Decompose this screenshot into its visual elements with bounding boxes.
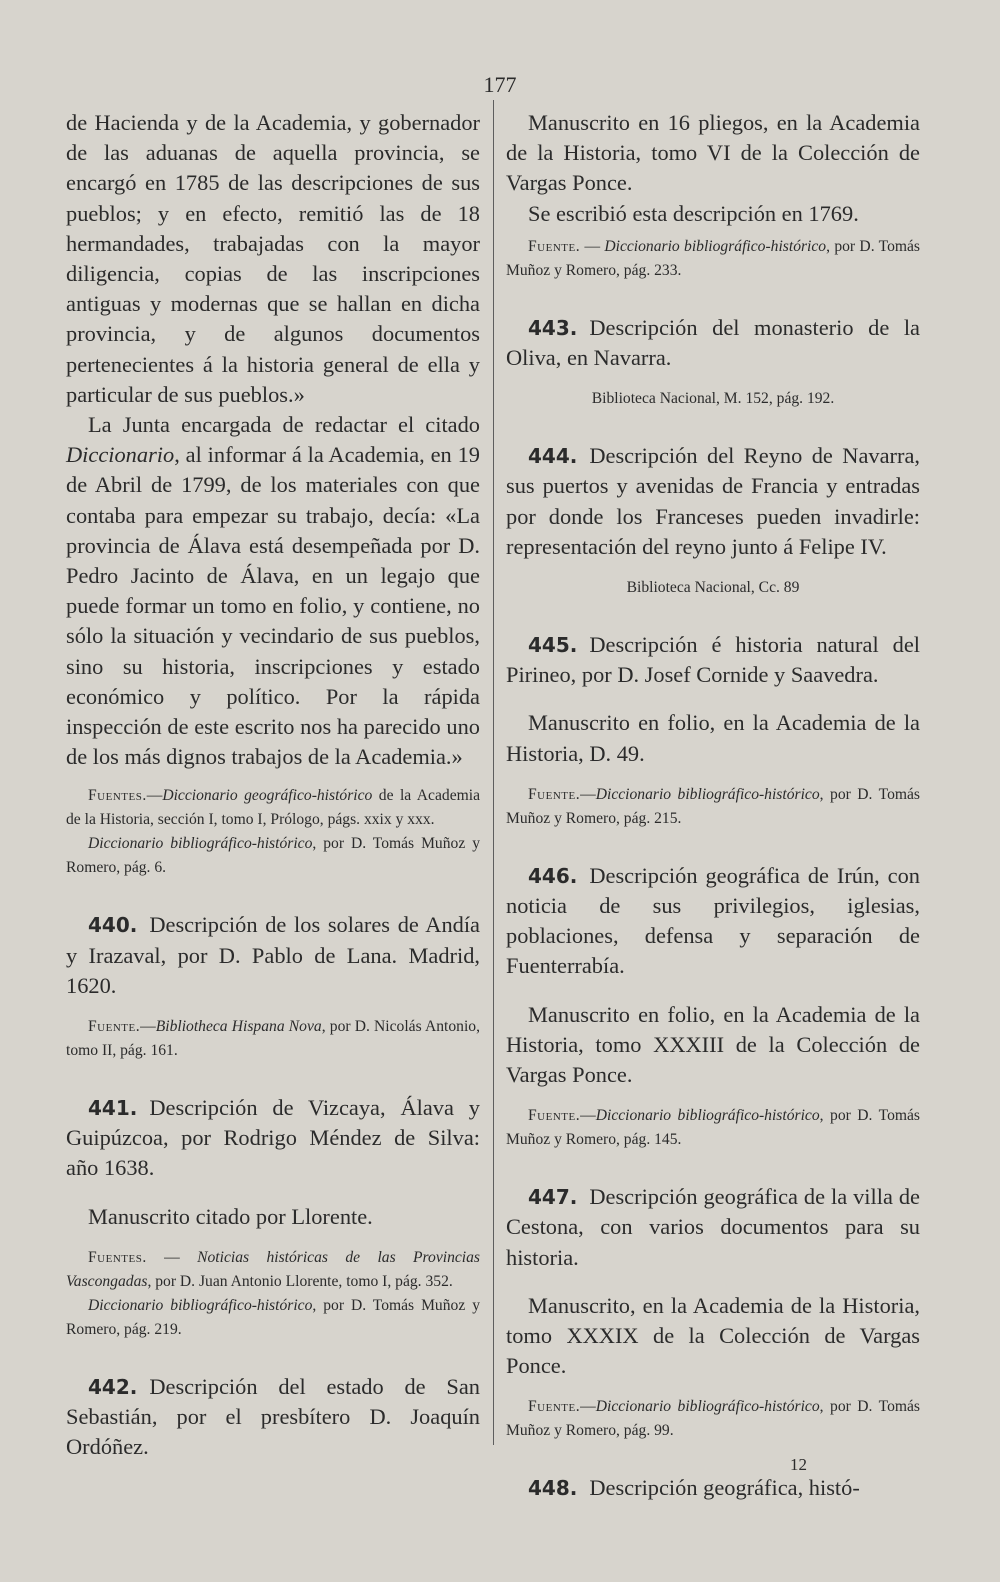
sources-rest-1: de la Academia de la Historia, sección I, tomo I, Prólogo, págs. xxix y xxx. xyxy=(66,787,480,829)
entry-446 xyxy=(506,861,920,1152)
source-label: Fuente. xyxy=(528,785,581,803)
signature-mark: 12 xyxy=(790,1455,807,1474)
source-rest: , por D. Tomás Muñoz y Romero, pág. 233. xyxy=(506,237,920,279)
paragraph-continued: de Hacienda y de la Academia, y gobernador de las aduanas de aquella provincia, se encargó en 1785 de las descripciones de sus pueblos; y en efecto, remitió las de 18 hermandades, trabajadas con la mayor diligencia, copias de las inscripciones antiguas y modernas que se hallan en dicha provincia, y de algunos documentos pertenecientes á la historia general de ella y particular de sus pueblos.» xyxy=(66,110,480,407)
entry-446-note: Manuscrito en folio, en la Academia de la Historia, tomo XXXIII de la Colección de Vargas Ponce. xyxy=(506,1001,920,1088)
sources-label: Fuentes. xyxy=(88,1248,147,1266)
entry-440-heading xyxy=(66,910,480,1001)
entry-441-note: Manuscrito citado por Llorente. xyxy=(88,1203,373,1229)
source-rest: , por D. Tomás Muñoz y Romero, pág. 215. xyxy=(506,785,920,827)
entry-441-heading xyxy=(66,1093,480,1184)
entry-445-note: Manuscrito en folio, en la Academia de la Historia, D. 49. xyxy=(506,710,920,766)
entry-title: Descripción de Vizcaya, Álava y Guipúzcoa, por Rodrigo Méndez de Silva: año 1638. xyxy=(66,1095,480,1181)
source-label: Fuente. xyxy=(528,1398,581,1416)
source-label: Fuente. xyxy=(528,237,581,255)
entry-440-source: Fuente.—Bibliotheca Hispana Nova, por D. Nicolás Antonio, tomo II, pág. 161. xyxy=(66,1018,480,1060)
entry-number: 441. xyxy=(88,1096,138,1121)
entry-number: 448. xyxy=(528,1476,578,1501)
continued-source: Fuente. — Diccionario bibliográfico-histórico, por D. Tomás Muñoz y Romero, pág. 233. xyxy=(506,237,920,279)
entry-title: Descripción del Reyno de Navarra, sus puertos y avenidas de Francia y entradas por donde los Franceses pueden invadirle: representación del reyno junto á Felipe IV. xyxy=(506,443,920,559)
paragraph-junta-title: Diccionario xyxy=(66,442,175,468)
entry-number: 447. xyxy=(528,1185,578,1210)
entry-447-source: Fuente.—Diccionario bibliográfico-histórico, por D. Tomás Muñoz y Romero, pág. 99. xyxy=(506,1398,920,1440)
entry-445 xyxy=(506,630,920,831)
entry-number: 443. xyxy=(528,315,578,340)
entry-title: Descripción geográfica de la villa de Cestona, con varios documentos para su historia. xyxy=(506,1184,920,1270)
entry-442-heading xyxy=(66,1372,480,1463)
source-title: Diccionario bibliográfico-histórico xyxy=(595,1107,820,1125)
entry-447-heading xyxy=(506,1182,920,1273)
sources-note: Fuentes.—Diccionario geográfico-histórico de la Academia de la Historia, sección I, tomo I, Prólogo, págs. xxix y xxx. xyxy=(66,787,480,829)
continued-note-1: Manuscrito en 16 pliegos, en la Academia de la Historia, tomo VI de la Colección de Vargas Ponce. xyxy=(506,110,920,196)
entry-443-heading xyxy=(506,313,920,373)
entry-441-source-2 xyxy=(66,1294,480,1342)
entry-number: 444. xyxy=(528,444,578,469)
entry-444 xyxy=(506,441,920,600)
left-column xyxy=(66,108,480,1463)
right-column xyxy=(506,108,920,1504)
entry-440 xyxy=(66,910,480,1063)
entry-448 xyxy=(506,1473,920,1503)
paragraph-junta xyxy=(66,410,480,772)
entry-title: Descripción del estado de San Sebastián, por el presbítero D. Joaquín Ordóñez. xyxy=(66,1373,480,1460)
column-divider xyxy=(493,100,494,1445)
entry-title: Descripción é historia natural del Pirineo, por D. Josef Cornide y Saavedra. xyxy=(506,632,920,688)
source-rest: , por D. Tomás Muñoz y Romero, pág. 99. xyxy=(506,1398,920,1440)
entry-444-location: Biblioteca Nacional, Cc. 89 xyxy=(626,579,800,597)
entry-441 xyxy=(66,1093,480,1342)
entry-title: Descripción del monasterio de la Oliva, en Navarra. xyxy=(506,314,920,371)
source-title: Diccionario bibliográfico-histórico xyxy=(595,1398,820,1416)
source-label: Fuente. xyxy=(88,1018,141,1036)
entry-441-source-1: Fuentes. — Noticias históricas de las Provincias Vascongadas, por D. Juan Antonio Llorente, tomo I, pág. 352. xyxy=(66,1248,480,1290)
source-rest: , por D. Tomás Muñoz y Romero, pág. 145. xyxy=(506,1107,920,1149)
entry-447 xyxy=(506,1182,920,1443)
page-number: 177 xyxy=(483,72,517,97)
entry-number: 446. xyxy=(528,863,578,888)
source-title: Diccionario bibliográfico-histórico xyxy=(595,785,820,803)
entry-title: Descripción de los solares de Andía y Irazaval, por D. Pablo de Lana. Madrid, 1620. xyxy=(66,912,480,998)
paragraph-junta-pre: La Junta encargada de redactar el citado xyxy=(88,412,480,438)
entry-445-heading xyxy=(506,630,920,690)
continued-note-2: Se escribió esta descripción en 1769. xyxy=(528,200,859,226)
source-rest: , por D. Nicolás Antonio, tomo II, pág. 161. xyxy=(66,1018,480,1060)
entry-number: 442. xyxy=(88,1374,138,1399)
entry-443 xyxy=(506,313,920,411)
sources-label: Fuentes. xyxy=(88,787,147,805)
paragraph-junta-post: , al informar á la Academia, en 19 de Abril de 1799, de los materiales con que contaba para empezar su trabajo, decía: «La provincia de Álava está desempeñada por D. Pedro Jacinto de Álava, en un legajo que puede formar un tomo en folio, y contiene, no sólo la situación y vecindario de sus pueblos, sino su historia, inscripciones y estado económico y político. Por la rápida inspección de este escrito nos ha parecido uno de los más dignos trabajos de la Academia.» xyxy=(66,442,480,770)
sources-title-2: Diccionario bibliográfico-histórico xyxy=(88,835,313,853)
source-label: Fuente. xyxy=(528,1107,581,1125)
source-title: Diccionario bibliográfico-histórico xyxy=(88,1296,313,1314)
source-title: Diccionario bibliográfico-histórico xyxy=(604,237,827,255)
entry-443-location: Biblioteca Nacional, M. 152, pág. 192. xyxy=(591,390,835,408)
entry-number: 445. xyxy=(528,633,578,658)
entry-446-heading xyxy=(506,861,920,982)
sources-title-1: Diccionario geográfico-histórico xyxy=(162,787,373,805)
sources-rest-2: , por D. Tomás Muñoz y Romero, pág. 6. xyxy=(66,835,480,877)
sources-note-2 xyxy=(66,832,480,880)
source-rest: , por D. Juan Antonio Llorente, tomo I, pág. 352. xyxy=(147,1272,453,1290)
entry-title: Descripción geográfica de Irún, con noticia de sus privilegios, iglesias, poblaciones, defensa y separación de Fuenterrabía. xyxy=(506,862,920,979)
entry-445-source: Fuente.—Diccionario bibliográfico-histórico, por D. Tomás Muñoz y Romero, pág. 215. xyxy=(506,785,920,827)
source-title: Noticias históricas de las Provincias Vascongadas xyxy=(66,1248,480,1290)
entry-444-heading xyxy=(506,441,920,562)
source-title: Bibliotheca Hispana Nova xyxy=(155,1018,322,1036)
source-rest: , por D. Tomás Muñoz y Romero, pág. 219. xyxy=(66,1296,480,1338)
entry-442 xyxy=(66,1372,480,1463)
entry-title: Descripción geográfica, histó- xyxy=(589,1475,860,1501)
entry-number: 440. xyxy=(88,913,138,938)
entry-448-heading xyxy=(506,1473,920,1503)
entry-446-source: Fuente.—Diccionario bibliográfico-histórico, por D. Tomás Muñoz y Romero, pág. 145. xyxy=(506,1107,920,1149)
entry-447-note: Manuscrito, en la Academia de la Historia, tomo XXXIX de la Colección de Vargas Ponce. xyxy=(506,1292,920,1379)
